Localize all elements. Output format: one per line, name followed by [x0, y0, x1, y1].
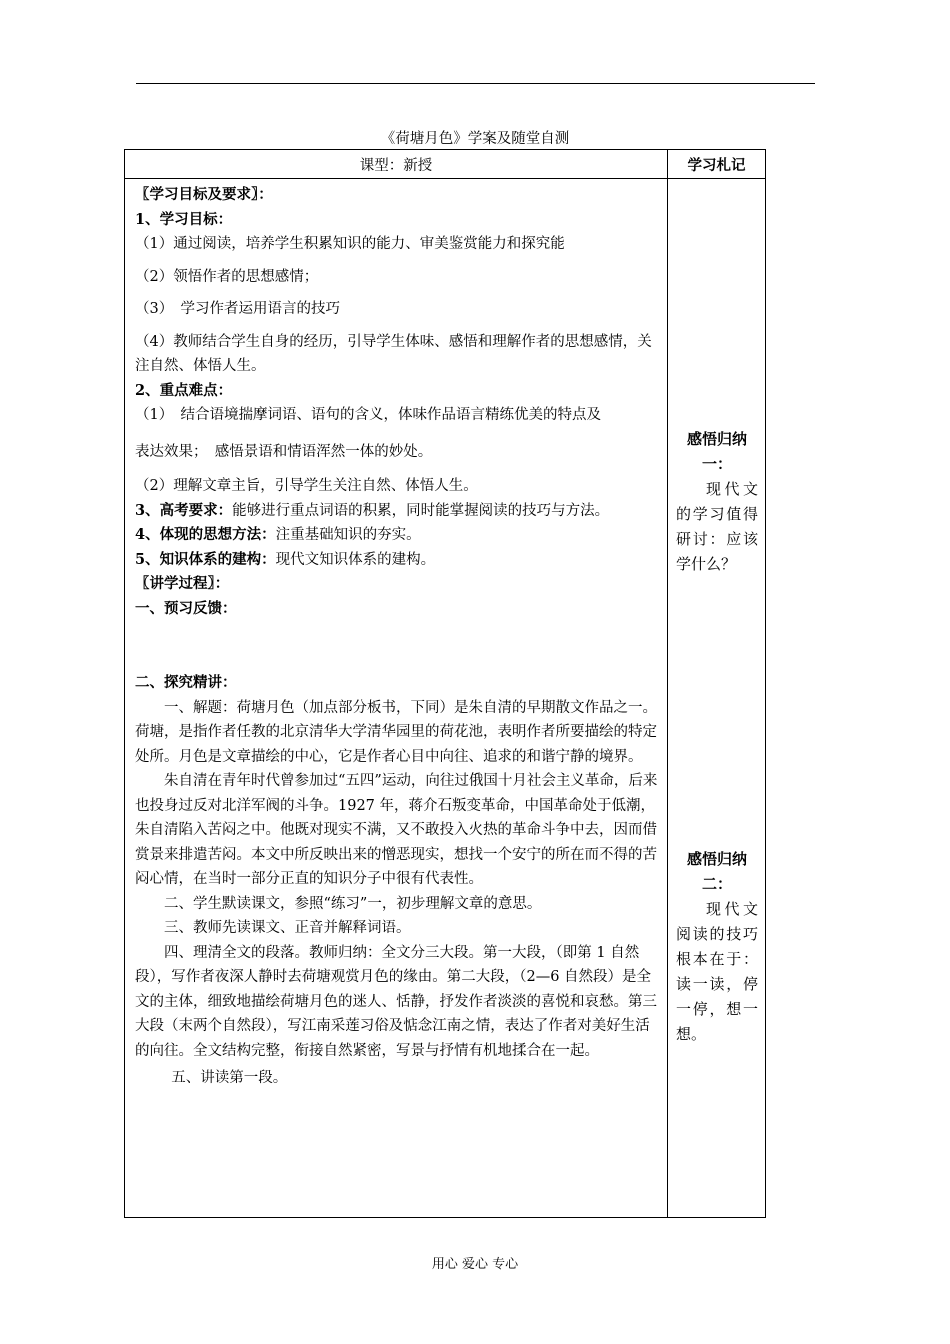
header-rule: [136, 83, 815, 84]
notes-column-header: 学习札记: [668, 150, 766, 179]
paragraph-4: 三、教师先读课文、正音并解释词语。: [164, 920, 411, 936]
table-header-row: [125, 150, 766, 179]
paragraph-2: 朱自清在青年时代曾参加过“五四”运动，向往过俄国十月社会主义革命，后来也投身过反对北洋军阀的斗争。1927 年，蒋介石叛变革命，中国革命处于低潮，朱自清陷入苦闷之中。他既对现实不满，又不敢投入火热的革命斗争中去，因而借赏景来排遣苦闷。本文中所反映出来的憎恶现实，想找一个安宁的所在而不得的苦闷心情，在当时一部分正直的知识分子中很有代表性。: [135, 773, 658, 887]
part-2-heading: 二、探究精讲：: [135, 674, 237, 691]
lesson-type: 课型：新授: [125, 150, 668, 179]
key-point-1: （1） 结合语境揣摩词语、语句的含义，体味作品语言精练优美的特点及: [135, 407, 601, 423]
section-5-text: 现代文知识体系的建构。: [275, 551, 436, 568]
goal-item-1: （1）通过阅读，培养学生积累知识的能力、审美鉴赏能力和探究能: [135, 236, 565, 252]
lesson-table: [124, 149, 766, 1218]
paragraph-1: 一、解题：荷塘月色（加点部分板书，下同）是朱自清的早期散文作品之一。荷塘，是指作者任教的北京清华大学清华园里的荷花池，表明作者所要描绘的特定处所。月色是文章描绘的中心，它是作者心目中向往、追求的和谐宁静的境界。: [135, 699, 657, 765]
goal-item-2: （2）领悟作者的思想感情；: [135, 268, 319, 285]
notes-cell: [668, 179, 766, 1218]
goal-item-3: （3） 学习作者运用语言的技巧: [135, 301, 340, 317]
paragraph-5: 四、理清全文的段落。教师归纳：全文分三大段。第一大段，（即第 1 自然段），写作者夜深人静时去荷塘观赏月色的缘由。第二大段，（2—6 自然段）是全文的主体，细致地描绘荷塘月色的迷人、恬静，抒发作者淡淡的喜悦和哀愁。第三大段（末两个自然段），写江南采莲习俗及惦念江南之情，表达了作者对美好生活的向往。全文结构完整，衔接自然紧密，写景与抒情有机地揉合在一起。: [135, 944, 657, 1059]
page-footer: 用心 爱心 专心: [431, 1257, 519, 1272]
note-2-text: 现代文阅读的技巧根本在于：读一读，停一停，想一想。: [676, 900, 758, 1043]
page-title: 《荷塘月色》学案及随堂自测: [380, 131, 570, 147]
paragraph-6: 五、讲读第一段。: [171, 1070, 288, 1086]
section-1-heading: 1、学习目标：: [135, 210, 233, 228]
main-content-cell: [125, 179, 668, 1218]
section-3-text: 能够进行重点词语的积累，同时能掌握阅读的技巧与方法。: [232, 502, 610, 519]
key-point-1-cont: 表达效果； 感悟景语和情语浑然一体的妙处。: [135, 443, 433, 460]
key-point-2: （2）理解文章主旨，引导学生关注自然、体悟人生。: [135, 478, 478, 494]
note-1-heading: 感悟归纳一：: [686, 430, 747, 473]
note-2: [676, 847, 758, 1047]
note-2-heading: 感悟归纳二：: [686, 850, 747, 893]
section-5-label: 5、知识体系的建构：: [135, 550, 276, 568]
section-4-label: 4、体现的思想方法：: [135, 526, 276, 543]
section-4-text: 注重基础知识的夯实。: [275, 527, 421, 543]
goals-heading: 〖学习目标及要求〗：: [135, 186, 273, 203]
process-heading: 〖讲学过程〗：: [135, 575, 230, 592]
paragraph-3: 二、学生默读课文，参照“练习”一，初步理解文章的意思。: [164, 895, 542, 912]
section-3-label: 3、高考要求：: [135, 501, 233, 519]
part-1-heading: 一、预习反馈：: [135, 599, 237, 617]
note-1-text: 现代文的学习值得研讨：应该学什么？: [676, 480, 758, 573]
note-1: [676, 427, 758, 577]
section-2-heading: 2、重点难点：: [135, 381, 233, 399]
goal-item-4: （4）教师结合学生自身的经历，引导学生体味、感悟和理解作者的思想感情，关注自然、体悟人生。: [135, 333, 652, 374]
